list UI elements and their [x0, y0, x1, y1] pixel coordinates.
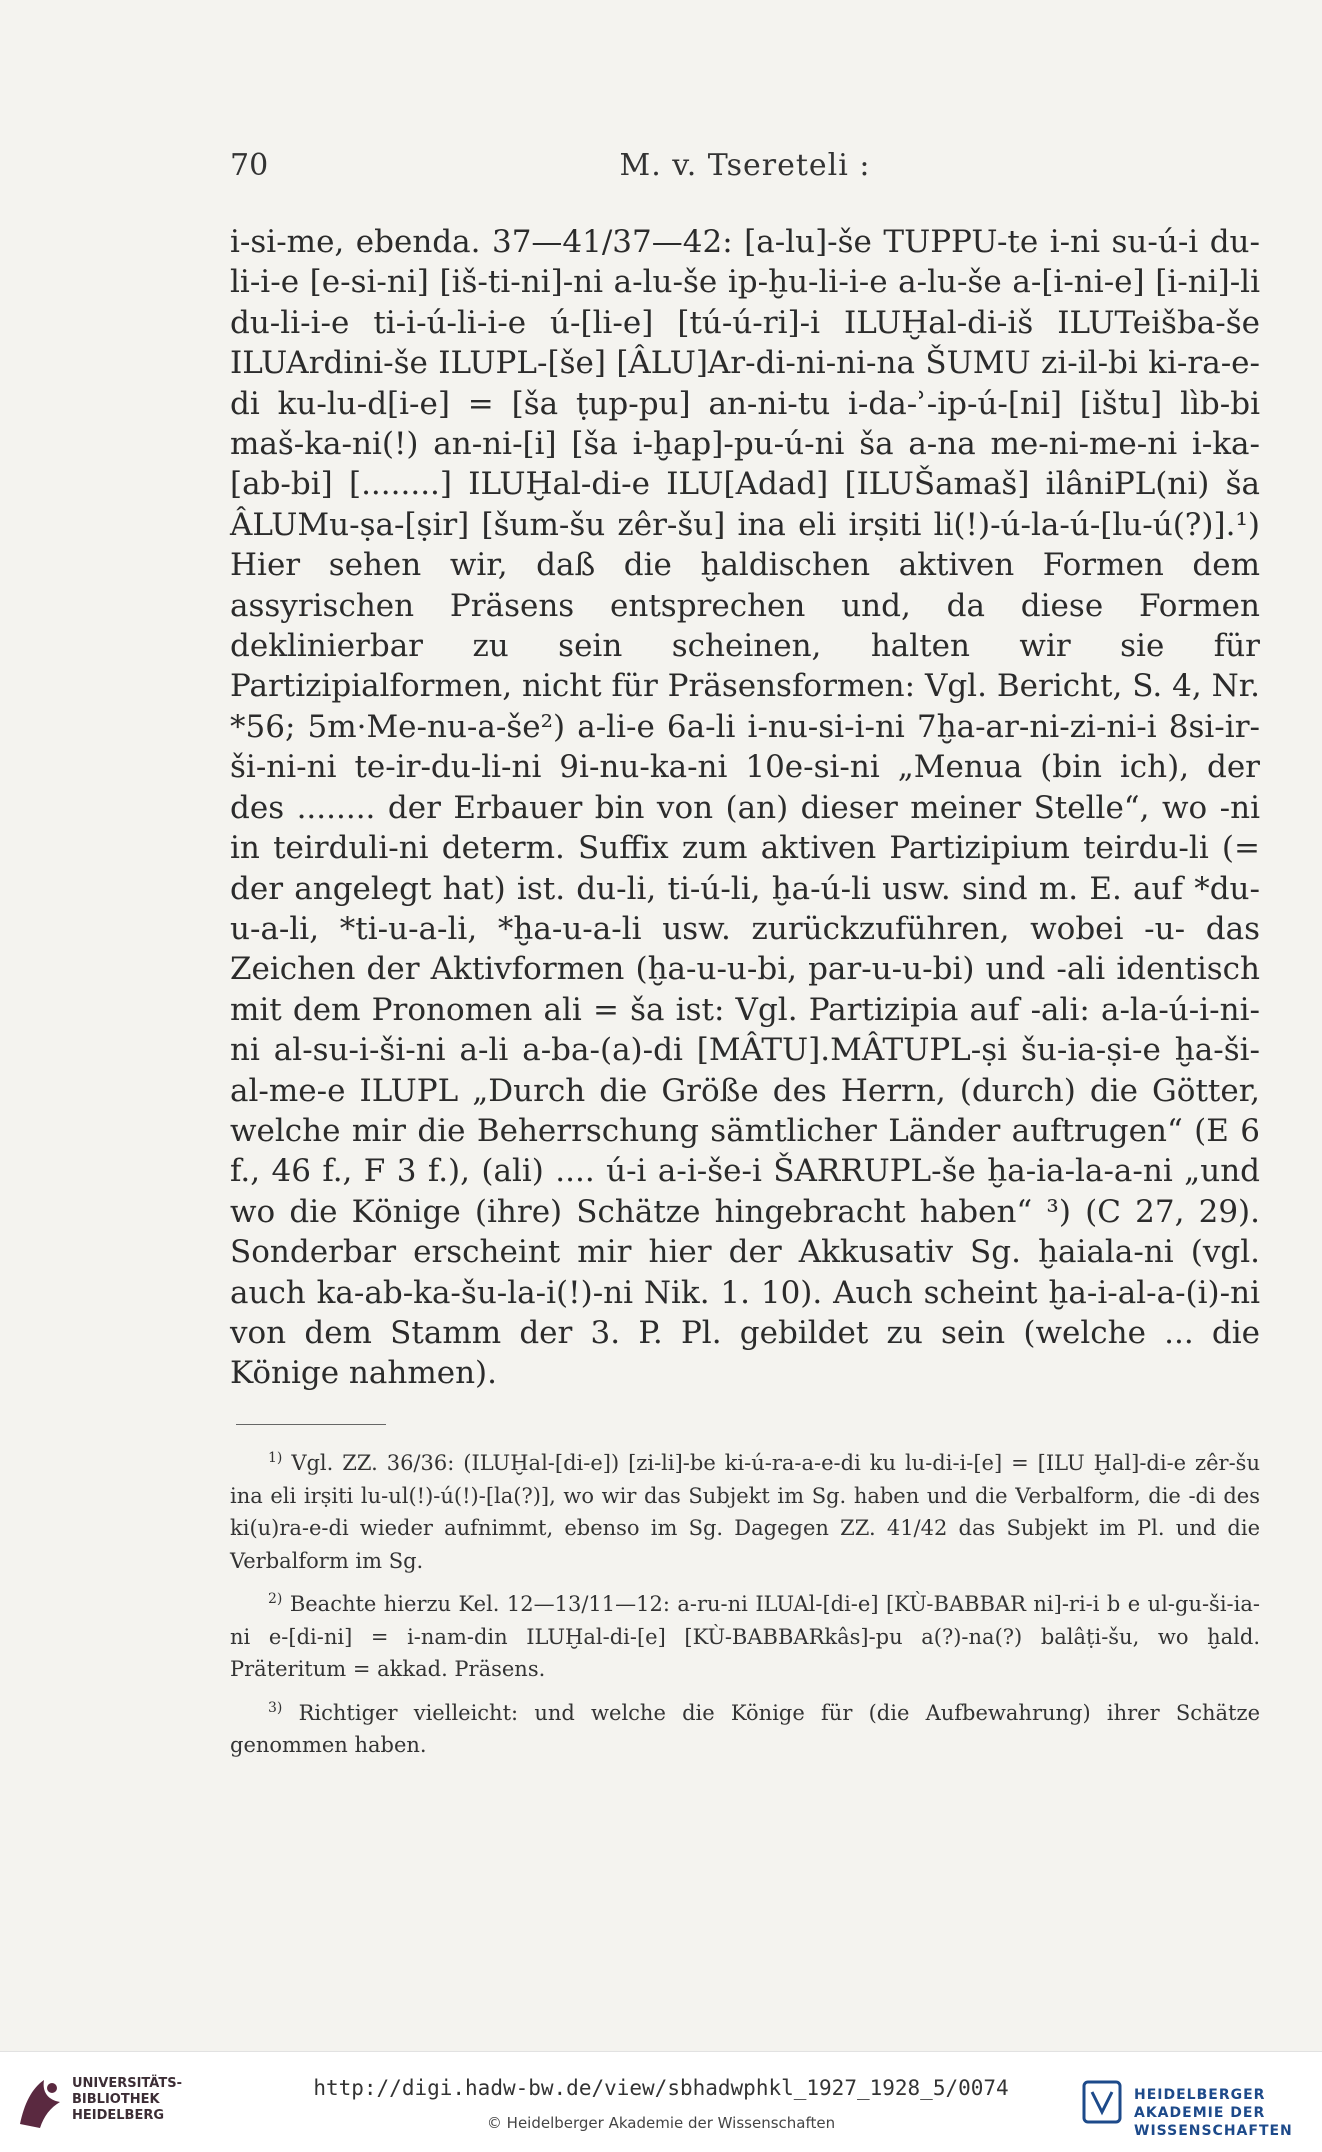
- footnote-divider: [236, 1424, 386, 1425]
- footnote-3: [230, 1692, 1260, 1762]
- footnote-1: [230, 1442, 1260, 1577]
- page-number: 70: [230, 148, 269, 183]
- page-header: [230, 148, 1260, 188]
- academy-logo[interactable]: [1078, 2072, 1308, 2139]
- academy-name: HEIDELBERGER AKADEMIE DER WISSENSCHAFTEN: [1134, 2087, 1293, 2139]
- footnote-2: [230, 1583, 1260, 1686]
- footnote-marker: 2): [268, 1591, 283, 1607]
- footnote-text: Vgl. ZZ. 36/36: (ILUḪal-[di-e]) [zi-li]-be ki-ú-ra-a-e-di ku lu-di-i-[e] = [ILU Ḫal]-di-e zêr-šu ina eli irṣiti lu-ul(!)-ú(!)-[la(?)], wo wir das Subjekt im Sg. haben und die Verbalform, die -di des ki(u)ra-e-di wieder aufnimmt, ebenso im Sg. Dagegen ZZ. 41/42 das Subjekt im Pl. und die Verbalform im Sg.: [230, 1451, 1260, 1573]
- body-paragraph: i-si-me, ebenda. 37—41/37—42: [a-lu]-še TUPPU-te i-ni su-ú-i du-li-i-e [e-si-ni] [iš-ti-ni]-ni a-lu-še ip-ḫu-li-i-e a-lu-še a-[i-ni-e] [i-ni]-li du-li-i-e ti-i-ú-li-i-e ú-[li-e] [tú-ú-ri]-i ILUḪal-di-iš ILUTeišba-še ILUArdini-še ILUPL-[še] [ÂLU]Ar-di-ni-ni-na ŠUMU zi-il-bi ki-ra-e-di ku-lu-d[i-e] = [ša ṭup-pu] an-ni-tu i-da-ʾ-ip-ú-[ni] [ištu] lìb-bi maš-ka-ni(!) an-ni-[i] [ša i-ḫap]-pu-ú-ni ša a-na me-ni-me-ni i-ka-[ab-bi] [........] ILUḪal-di-e ILU[Adad] [ILUŠamaš] ilâniPL(ni) ša ÂLUMu-ṣa-[ṣir] [šum-šu zêr-šu] ina eli irṣiti li(!)-ú-la-ú-[lu-ú(?)].¹) Hier sehen wir, daß die ḫaldischen aktiven Formen dem assyrischen Präsens entsprechen und, da diese Formen deklinierbar zu sein scheinen, halten wir sie für Partizipialformen, nicht für Präsensformen: Vgl. Bericht, S. 4, Nr. *56; 5m·Me-nu-a-še²) a-li-e 6a-li i-nu-si-i-ni 7ḫa-ar-ni-zi-ni-i 8si-ir-ši-ni-ni te-ir-du-li-ni 9i-nu-ka-ni 10e-si-ni „Menua (bin ich), der des ........ der Erbauer bin von (an) dieser meiner Stelle“, wo -ni in teirduli-ni determ. Suffix zum aktiven Partizipium teirdu-li (= der angelegt hat) ist. du-li, ti-ú-li, ḫa-ú-li usw. sind m. E. auf *du-u-a-li, *ti-u-a-li, *ḫa-u-a-li usw. zurückzuführen, wobei -u- das Zeichen der Aktivformen (ḫa-u-u-bi, par-u-u-bi) und -ali identisch mit dem Pronomen ali = ša ist: Vgl. Partizipia auf -ali: a-la-ú-i-ni-ni al-su-i-ši-ni a-li a-ba-(a)-di [MÂTU].MÂTUPL-ṣi šu-ia-ṣi-e ḫa-ši-al-me-e ILUPL „Durch die Größe des Herrn, (durch) die Götter, welche mir die Beherrschung sämtlicher Länder auftrugen“ (E 6 f., 46 f., F 3 f.), (ali) .... ú-i a-i-še-i ŠARRUPL-še ḫa-ia-la-a-ni „und wo die Könige (ihre) Schätze hingebracht haben“ ³) (C 27, 29). Sonderbar erscheint mir hier der Akkusativ Sg. ḫaiala-ni (vgl. auch ka-ab-ka-šu-la-i(!)-ni Nik. 1. 10). Auch scheint ḫa-i-al-a-(i)-ni von dem Stamm der 3. P. Pl. gebildet zu sein (welche ... die Könige nahmen).: [230, 224, 1260, 1392]
- footnote-text: Richtiger vielleicht: und welche die Könige für (die Aufbewahrung) ihrer Schätze genommen haben.: [230, 1700, 1260, 1757]
- footnote-text: Beachte hierzu Kel. 12—13/11—12: a-ru-ni ILUAl-[di-e] [KÙ-BABBAR ni]-ri-i b e ul-gu-ši-ia-ni e-[di-ni] = i-nam-din ILUḪal-di-[e] [KÙ-BABBARkâs]-pu a(?)-na(?) balâṭi-šu, wo ḫald. Präteritum = akkad. Präsens.: [230, 1592, 1260, 1681]
- main-text: [230, 222, 1260, 1394]
- running-head: M. v. Tsereteli :: [619, 148, 871, 183]
- viewer-footer: [0, 2051, 1322, 2152]
- library-name: UNIVERSITÄTS- BIBLIOTHEK HEIDELBERG: [72, 2076, 182, 2123]
- footnotes: [230, 1442, 1260, 1768]
- academy-crest-icon: [1078, 2078, 1126, 2126]
- footnote-marker: 3): [268, 1699, 283, 1716]
- footnote-marker: 1): [268, 1450, 283, 1466]
- page-url-link[interactable]: http://digi.hadw-bw.de/view/sbhadwphkl_1927_1928_5/0074: [313, 2076, 1009, 2100]
- copyright-notice: © Heidelberger Akademie der Wissenschaften: [486, 2114, 836, 2132]
